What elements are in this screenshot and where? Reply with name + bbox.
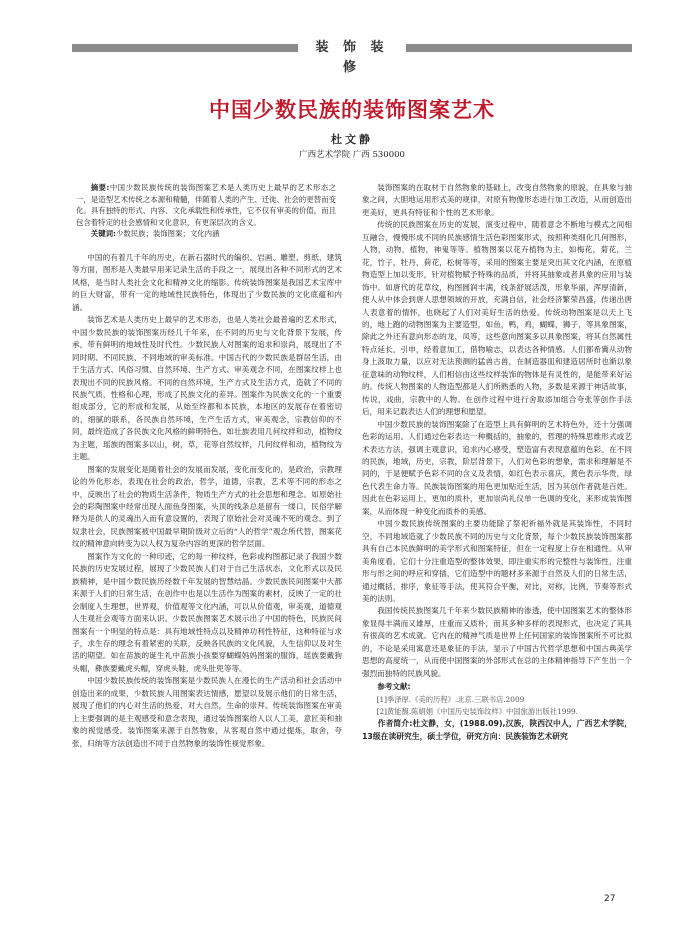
abstract-block: [72, 182, 342, 240]
keywords-label: 关键词:: [90, 229, 116, 239]
header-rule-left: [72, 44, 298, 52]
section-header: [72, 38, 632, 75]
reference-item: [2]黄能馥.陈娟娟《中国历史装饰纹样》中国旅游出版社1999.: [376, 707, 578, 717]
body-paragraph: 中国的有着几千年的历史，在新石器时代的编织、岩画、雕塑、剪纸、建筑等方面，图形是人类最早用来记录生活的手段之一，展现出各种不同形式的艺术风格，是当时人类社会文化和精神文化的缩影。传统装饰图案是我国艺术宝库中的巨大财富，带有一定的地域性民族特色，体现出了少数民族的文化底蕴和内涵。: [72, 252, 342, 312]
body-paragraph: 图案的发展变化是随着社会的发展而发展，变化而变化的，是政治，宗教理论的外化形态，表现在社会的政治，哲学，道德，宗教，艺术等不同的形态之中，反映出了社会的物质生活条件，物质生产方式的社会思想和理念。如原始社会的彩陶图案中经常出现人面鱼身图案，头顶的线条总是留有一缕口，民俗学解释为是供人的灵魂出入而有意设置的，表现了原始社会对灵魂不死的观念。到了奴隶社会，民族图案被中国最早期阶级对立后的“人的哲学”观念所代替，图案花纹的精神意向转变为以人权为复杂内容的更深的哲学层面。: [72, 464, 342, 549]
body-paragraph: 中国少数民族传统图案的主要功能除了祭祀祈福外就是其装饰性，不同时空，不同地域造就了少数民族不同的历史与文化背景，每个少数民族装饰图案都具有自己本民族鲜明的美学形式和图案特征，但在一定程度上存在相通性。从审美角度看，它们十分注重造型的整体效果，即注重实形的完整性与装饰性，注重形与形之间的呼应和穿插，它们造型中的题材多来源于自然及人们的日常生活，通过概括，排序，象征等手法，使其符合平衡，对比，对称，比例，节奏等形式美的法则。: [362, 519, 632, 603]
author-affiliation: 广西艺术学院 广西 530000: [299, 150, 405, 160]
author-name: 杜文静: [331, 133, 373, 146]
left-column: [72, 182, 342, 750]
body-paragraph: 图案作为文化的一种印迹，它的每一种纹样，色彩或构图都记录了我国少数民族的历史发展过程，展现了少数民族人们对于自己生活状态，文化形式以及民族精神，是中国少数民族历经数千年发展的智慧结晶。少数民族民间图案中大都来源于人们的日常生活，在创作中也是以生活作为图案的素材，反映了一定的社会制度人生理想，世界观，价值观等文化内涵，可以从价值观，审美观，道德观人生观社会观等方面来认识。少数民族图案艺术展示出了中国的特色，民族民间图案有一个明显的特点是：具有地域性特点以及精神功利性特征，这种特征与求子，求生存的理念有着紧密的关联，反映各民族的文化风貌，人生信仰以及对生活的期望。如在苗族的诞生礼中苗族小孩要穿蝴蝶妈妈图案的服饰，瑶族要戴狗头帽，彝族要戴虎头帽，穿虎头鞋，虎头肚兜等等。: [72, 551, 342, 673]
header-rule-right: [406, 44, 632, 52]
right-column: [362, 182, 632, 743]
section-label: 装 饰 装 修: [315, 40, 389, 75]
body-paragraph: 传统的民族图案在历史的发展，演变过程中，随着意念不断地与模式之间相互融合，慢慢形成不同的民族感情生活色彩图案形式，按照种类细化几何图形，人物，动物，植物，神鬼等等。植物图案以花卉植物为主，如梅花，菊花，兰花，竹子，牡丹，荷花，松树等等，采用的图案主要是突出其文化内涵，在原植物造型上加以变形，针对植物赋予特殊的品质，并将其抽象或者具象的应用与装饰中。如唐代的花草纹，构图圆润丰满，线条舒展活泼，形象华丽，浑厚清新，使人从中体会到唐人思想领域的开放，充满自信，社会经济繁荣昌盛，传递出唐人表意着的情怀，也晓起了人们对美好生活的热爱。传统动物图案是以天上飞的，地上跑的动物图案为主要造型，如鱼，鸭，鸡，蝴蝶，狮子，等具象图案，除此之外还有意向形态的龙，凤等，这些意向图案多以具象图案，将其自然属性特点延长，引申，经着意加工，借物喻志，以表达各种情感。人们都希冀从动物身上汲取力量，以应对无法预测的猛兽古兽，在制造器皿和建造居所时也渐以象征意味的动物纹样，人们相信由这些纹样装饰的物体是有灵性的，是能带来好运的。传统人物图案的人物造型都是人们所熟悉的人物，多数是来源于神话故事，传说，戏曲，宗教中的人物。在创作过程中进行舍取添加组合夸张等创作手法后，用来记载表达人们的理想和愿望。: [362, 220, 632, 417]
body-paragraph: 中国少数民族的装饰图案除了在造型上具有鲜明的艺术特色外，还十分强调色彩的运用。人们通过色彩表达一种概括的，抽象的，哲理的特殊思维形式或艺术表达方法，强调主观意识，追求内心感受，塑造富有表现意蕴的色彩。在不同的民族，地域，历史，宗教，阶层背景下，人们对色彩的想象，需求和理解是不同的，于是便赋予色彩不同的含义及表情，如红色表示喜庆，黄色表示华贵，绿色代表生命力等。民族装饰图案的用色更加贴近生活，因为其创作者就是百姓。因此在色彩运用上，更加的质朴，更加崇尚礼仪单一色调的变化，来形成装饰图案，从而体现一种变化而质朴的美感。: [362, 419, 632, 516]
abstract-text: 中国少数民族传统的装饰图案艺术是人类历史上最早的艺术形态之一，是造型艺术传统之本源和精髓，伴随着人类的产生、迁徙、社会的更替而变化。具有独特的形式、内容、文化承载性和传承性，它不仅有审美的价值，而且包含着特定的社会感情和文化意识，有更深层次的含义。: [76, 183, 336, 227]
page-number: 27: [604, 894, 616, 904]
body-paragraph: 装饰艺术是人类历史上最早的艺术形态，也是人类社会最普遍的艺术形式，中国少数民族的装饰图案历经几千年来，在不同的历史与文化背景下发展，传承，带有鲜明的地域性及时代性。少数民族人对图案的追求和崇尚，展现出了不同时期、不同民族、不同地域的审美标准。中国古代的少数民族是群居生活，由于生活方式、风俗习惯、自然环境、生产方式、审美观念不同，在图案纹样上也表现出不同的民族风格。不同的自然环境，生产方式及生活方式，造就了不同的民族气质，性格和心理，形成了民族文化的差异。图案作为民族文化的一个重要组成部分，它的形成和发展，从始至终都和本民族，本地区的发展存在着密切的，细腻的联系，各民族自然环境，生产生活方式，审美观念，宗教信仰的不同，最终造成了各民族文化风格的鲜明特色。如壮族表用几何纹样和动，植物纹为主题，瑶族的图案多以山，树，草，花等自然纹样，几何纹样和动，植物纹为主题。: [72, 315, 342, 462]
reference-item: [1]季泽厚.《美的历程》.北京.三联书店.2009: [376, 694, 525, 704]
abstract-label: 摘要:: [90, 183, 110, 192]
author-bio: [362, 718, 632, 743]
body-paragraph: 装饰图案的在取材于自然物象的基础上，改变自然物象的原貌，在具象与抽象之间，大胆地运用形式美的规律，对原有物像形态进行加工改造，从而创造出更美好，更具有特征和个性的艺术形象。: [362, 183, 632, 217]
keywords: [76, 228, 336, 240]
bio-label: 作者简介:: [377, 719, 413, 729]
body-paragraph: 中国少数民族传统的装饰图案是少数民族人在漫长的生产活动和社会活动中创造出来的成果，少数民族人用图案表达情感，愿望以及展示他们的日常生活，展现了他们的内心对生活的热爱，对大自然，生命的崇拜。传统装饰图案在审美上主要强调的是主观感受和意念表现，通过装饰图案给人以人工美，意匠美和抽象的视觉感受。装饰图案来源于自然物象，从客观自然中通过提炼，取舍，夸张，归纳等方法创造出不同于自然物象的装饰性视觉形象。: [72, 676, 342, 748]
keywords-text: 少数民族；装饰图案；文化内涵: [115, 229, 220, 239]
bio-text: 杜文静，女，(1988.09),汉族，陕西汉中人，广西艺术学院，13级在读研究生，硕士学位，研究方向：民族装饰艺术研究: [362, 719, 632, 741]
article-title: 中国少数民族的装饰图案艺术: [209, 98, 495, 122]
body-paragraph: 我国传统民族图案几千年来少数民族精神的渗透，使中国图案艺术的整体形象显得丰满而又雄厚，庄重而又质朴，而其多种多样的表现形式，也决定了其具有很高的艺术成就。它内在的精神气质是世界上任何国家的装饰图案所不可比拟的，不论是采用寓意还是象征的手法，显示了中国古代哲学思想和中国古典美学思想的高度统一，从而使中国图案的外部形式在总的主体精神指导下产生出一个强烈而独特的民族风貌。: [362, 606, 632, 678]
references-title: 参考文献:: [377, 682, 411, 692]
abstract: [76, 182, 336, 228]
